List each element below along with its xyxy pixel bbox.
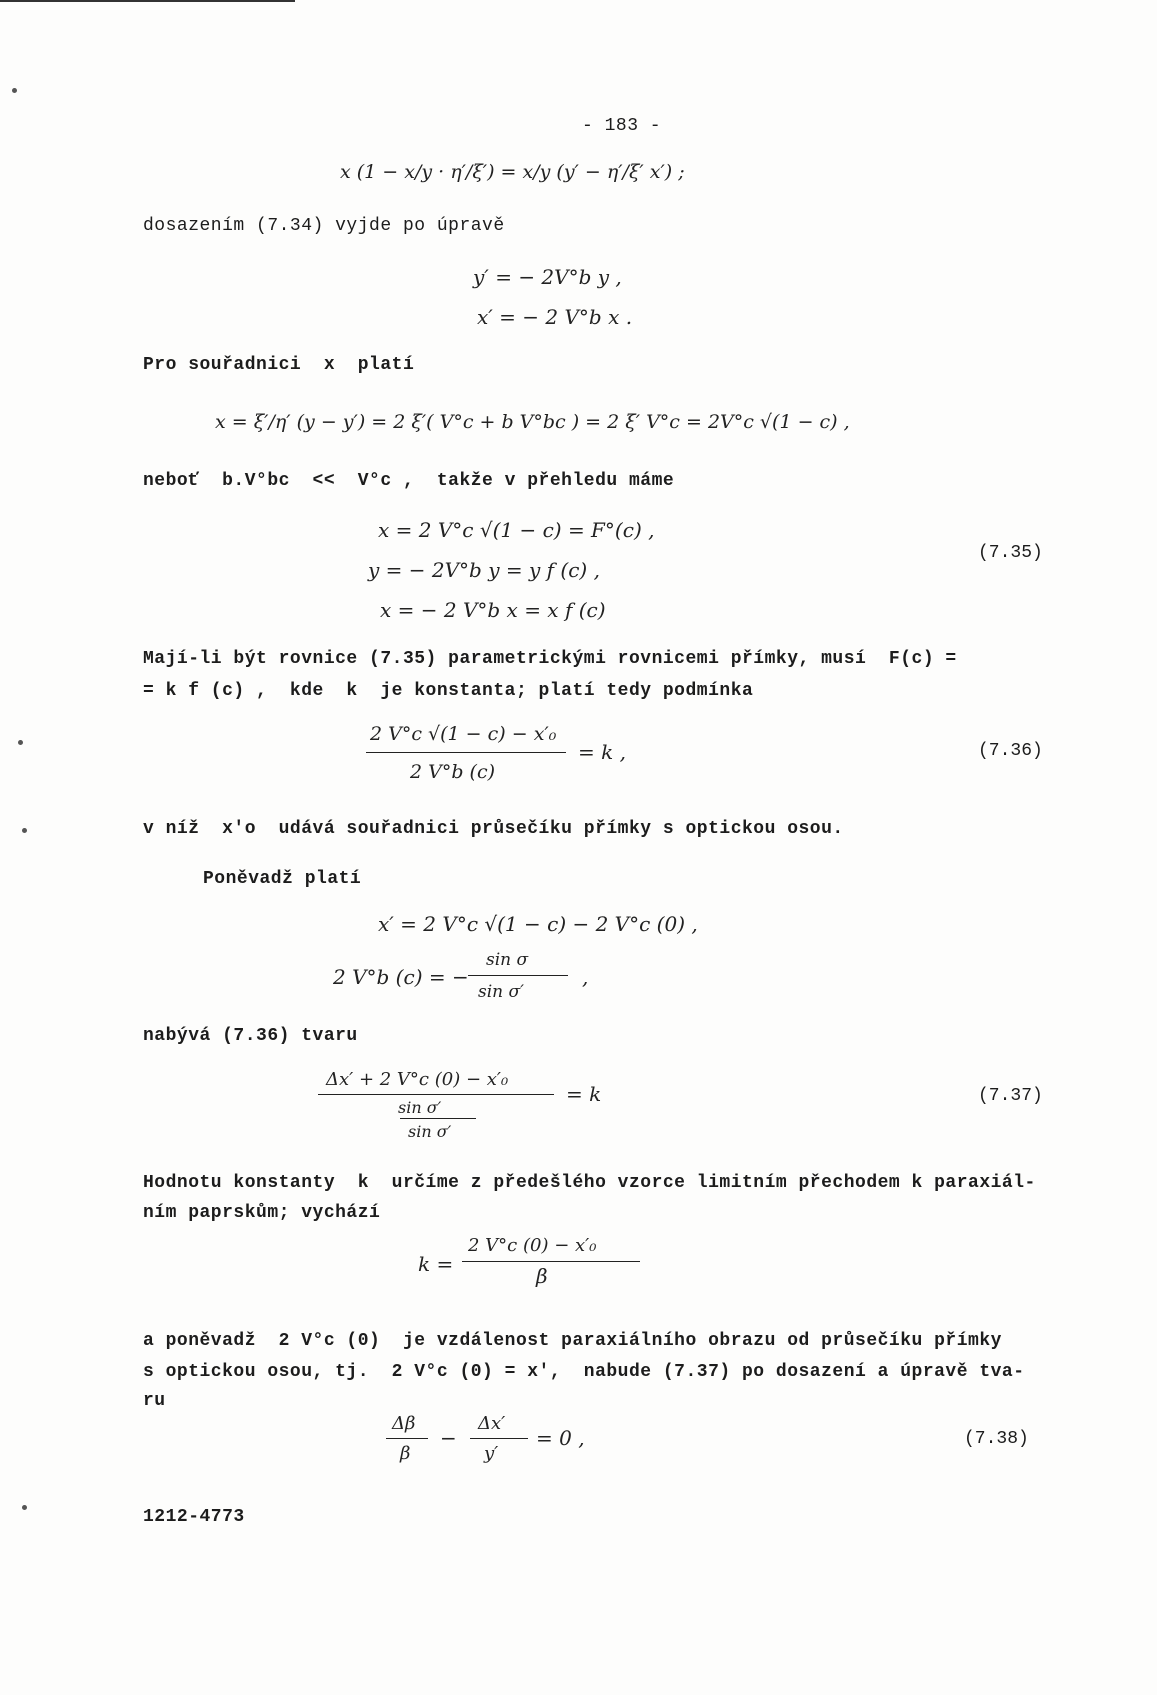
equation-7-denominator: sin σ′ xyxy=(408,1122,452,1141)
equation-4c: 𝑥 = − 2 V°𝑏 𝑥 = 𝑥 f (𝑐) xyxy=(380,598,606,622)
equation-9-numerator-2: Δ𝑥′ xyxy=(478,1413,506,1434)
scan-mark xyxy=(18,740,23,745)
paragraph-4a: Mají-li být rovnice (7.35) parametrickými rovnicemi přímky, musí F(c) = xyxy=(143,649,957,669)
fraction-bar xyxy=(468,975,568,976)
scan-mark xyxy=(12,88,17,93)
scan-mark xyxy=(22,1505,27,1510)
paragraph-7: nabývá (7.36) tvaru xyxy=(143,1026,358,1046)
scan-mark xyxy=(22,828,27,833)
fraction-bar xyxy=(366,752,566,753)
equation-label-7-38: (7.38) xyxy=(964,1429,1029,1449)
paragraph-9b: s optickou osou, tj. 2 V°c (0) = x′, nabude (7.37) po dosazení a úpravě tva- xyxy=(143,1362,1025,1382)
paragraph-8b: ním paprskům; vychází xyxy=(143,1203,381,1223)
equation-label-7-36: (7.36) xyxy=(978,741,1043,761)
equation-8-lhs: 𝑘 = xyxy=(418,1252,454,1276)
paragraph-6: Poněvadž platí xyxy=(203,869,362,889)
paragraph-9c: ru xyxy=(143,1391,166,1411)
paragraph-5: v níž x′o udává souřadnici průsečíku přímky s optickou osou. xyxy=(143,819,844,839)
fraction-bar xyxy=(400,1118,476,1119)
equation-7-rhs: = 𝑘 xyxy=(566,1082,602,1106)
equation-9-denominator-2: 𝑦′ xyxy=(484,1443,499,1464)
equation-2b: 𝑥′ = − 2 V°𝑏 𝑥 . xyxy=(477,305,633,329)
paragraph-4b: = k f (c) , kde k je konstanta; platí tedy podmínka xyxy=(143,681,754,701)
fraction-bar xyxy=(470,1438,528,1439)
fraction-bar xyxy=(386,1438,428,1439)
paragraph-2: Pro souřadnici x platí xyxy=(143,355,415,375)
paragraph-9a: a poněvadž 2 V°c (0) je vzdálenost paraxiálního obrazu od průsečíku přímky xyxy=(143,1331,1002,1351)
equation-2a: 𝑦′ = − 2V°𝑏 𝑦 , xyxy=(473,265,622,289)
fraction-bar xyxy=(318,1094,554,1095)
equation-9-minus: − xyxy=(440,1426,457,1450)
equation-4b: 𝑦 = − 2V°𝑏 𝑦 = 𝑦 f (𝑐) , xyxy=(368,558,600,582)
equation-label-7-37: (7.37) xyxy=(978,1086,1043,1106)
equation-5-denominator: 2 V°𝑏 (𝑐) xyxy=(410,761,496,783)
equation-label-7-35: (7.35) xyxy=(978,543,1043,563)
equation-8-denominator: β xyxy=(536,1264,548,1288)
paragraph-1: dosazením (7.34) vyjde po úpravě xyxy=(143,216,505,236)
equation-9-rhs: = 0 , xyxy=(536,1426,585,1450)
equation-3: 𝑥 = ξ′/η′ (𝑦 − 𝑦′) = 2 ξ′( V°𝑐 + 𝑏 V°𝑏𝑐 ) = 2 ξ′ V°𝑐 = 2V°𝑐 √(1 − 𝑐) , xyxy=(215,411,850,433)
paragraph-3: neboť b.V°bc << V°c , takže v přehledu máme xyxy=(143,471,675,491)
equation-5-numerator: 2 V°𝑐 √(1 − 𝑐) − 𝑥′₀ xyxy=(370,723,557,745)
equation-6b-comma: , xyxy=(582,965,589,989)
top-rule xyxy=(0,0,295,2)
equation-9-denominator-1: β xyxy=(400,1443,411,1464)
equation-6b-numerator: sin σ xyxy=(486,950,529,970)
equation-4a: 𝑥 = 2 V°𝑐 √(1 − 𝑐) = F°(𝑐) , xyxy=(378,518,655,542)
equation-6a: 𝑥′ = 2 V°𝑐 √(1 − 𝑐) − 2 V°𝑐 (0) , xyxy=(378,912,698,936)
equation-9-numerator-1: Δβ xyxy=(392,1413,416,1434)
equation-5-rhs: = 𝑘 , xyxy=(578,740,626,764)
equation-6b-lhs: 2 V°𝑏 (𝑐) = − xyxy=(333,965,469,989)
equation-8-numerator: 2 V°𝑐 (0) − 𝑥′₀ xyxy=(468,1235,597,1256)
equation-1: 𝑥 (1 − 𝑥/𝑦 · η′/ξ′) = 𝑥/𝑦 (𝑦′ − η′/ξ′ 𝑥′) ; xyxy=(340,161,685,183)
fraction-bar xyxy=(462,1261,640,1262)
page-number: - 183 - xyxy=(582,116,662,136)
equation-7-numerator: Δ𝑥′ + 2 V°𝑐 (0) − 𝑥′₀ xyxy=(326,1069,509,1090)
equation-7-middle: sin σ′ xyxy=(398,1098,442,1117)
equation-6b-denominator: sin σ′ xyxy=(478,982,524,1002)
footer-code: 1212-4773 xyxy=(143,1507,245,1527)
paragraph-8a: Hodnotu konstanty k určíme z předešlého vzorce limitním přechodem k paraxiál- xyxy=(143,1173,1036,1193)
